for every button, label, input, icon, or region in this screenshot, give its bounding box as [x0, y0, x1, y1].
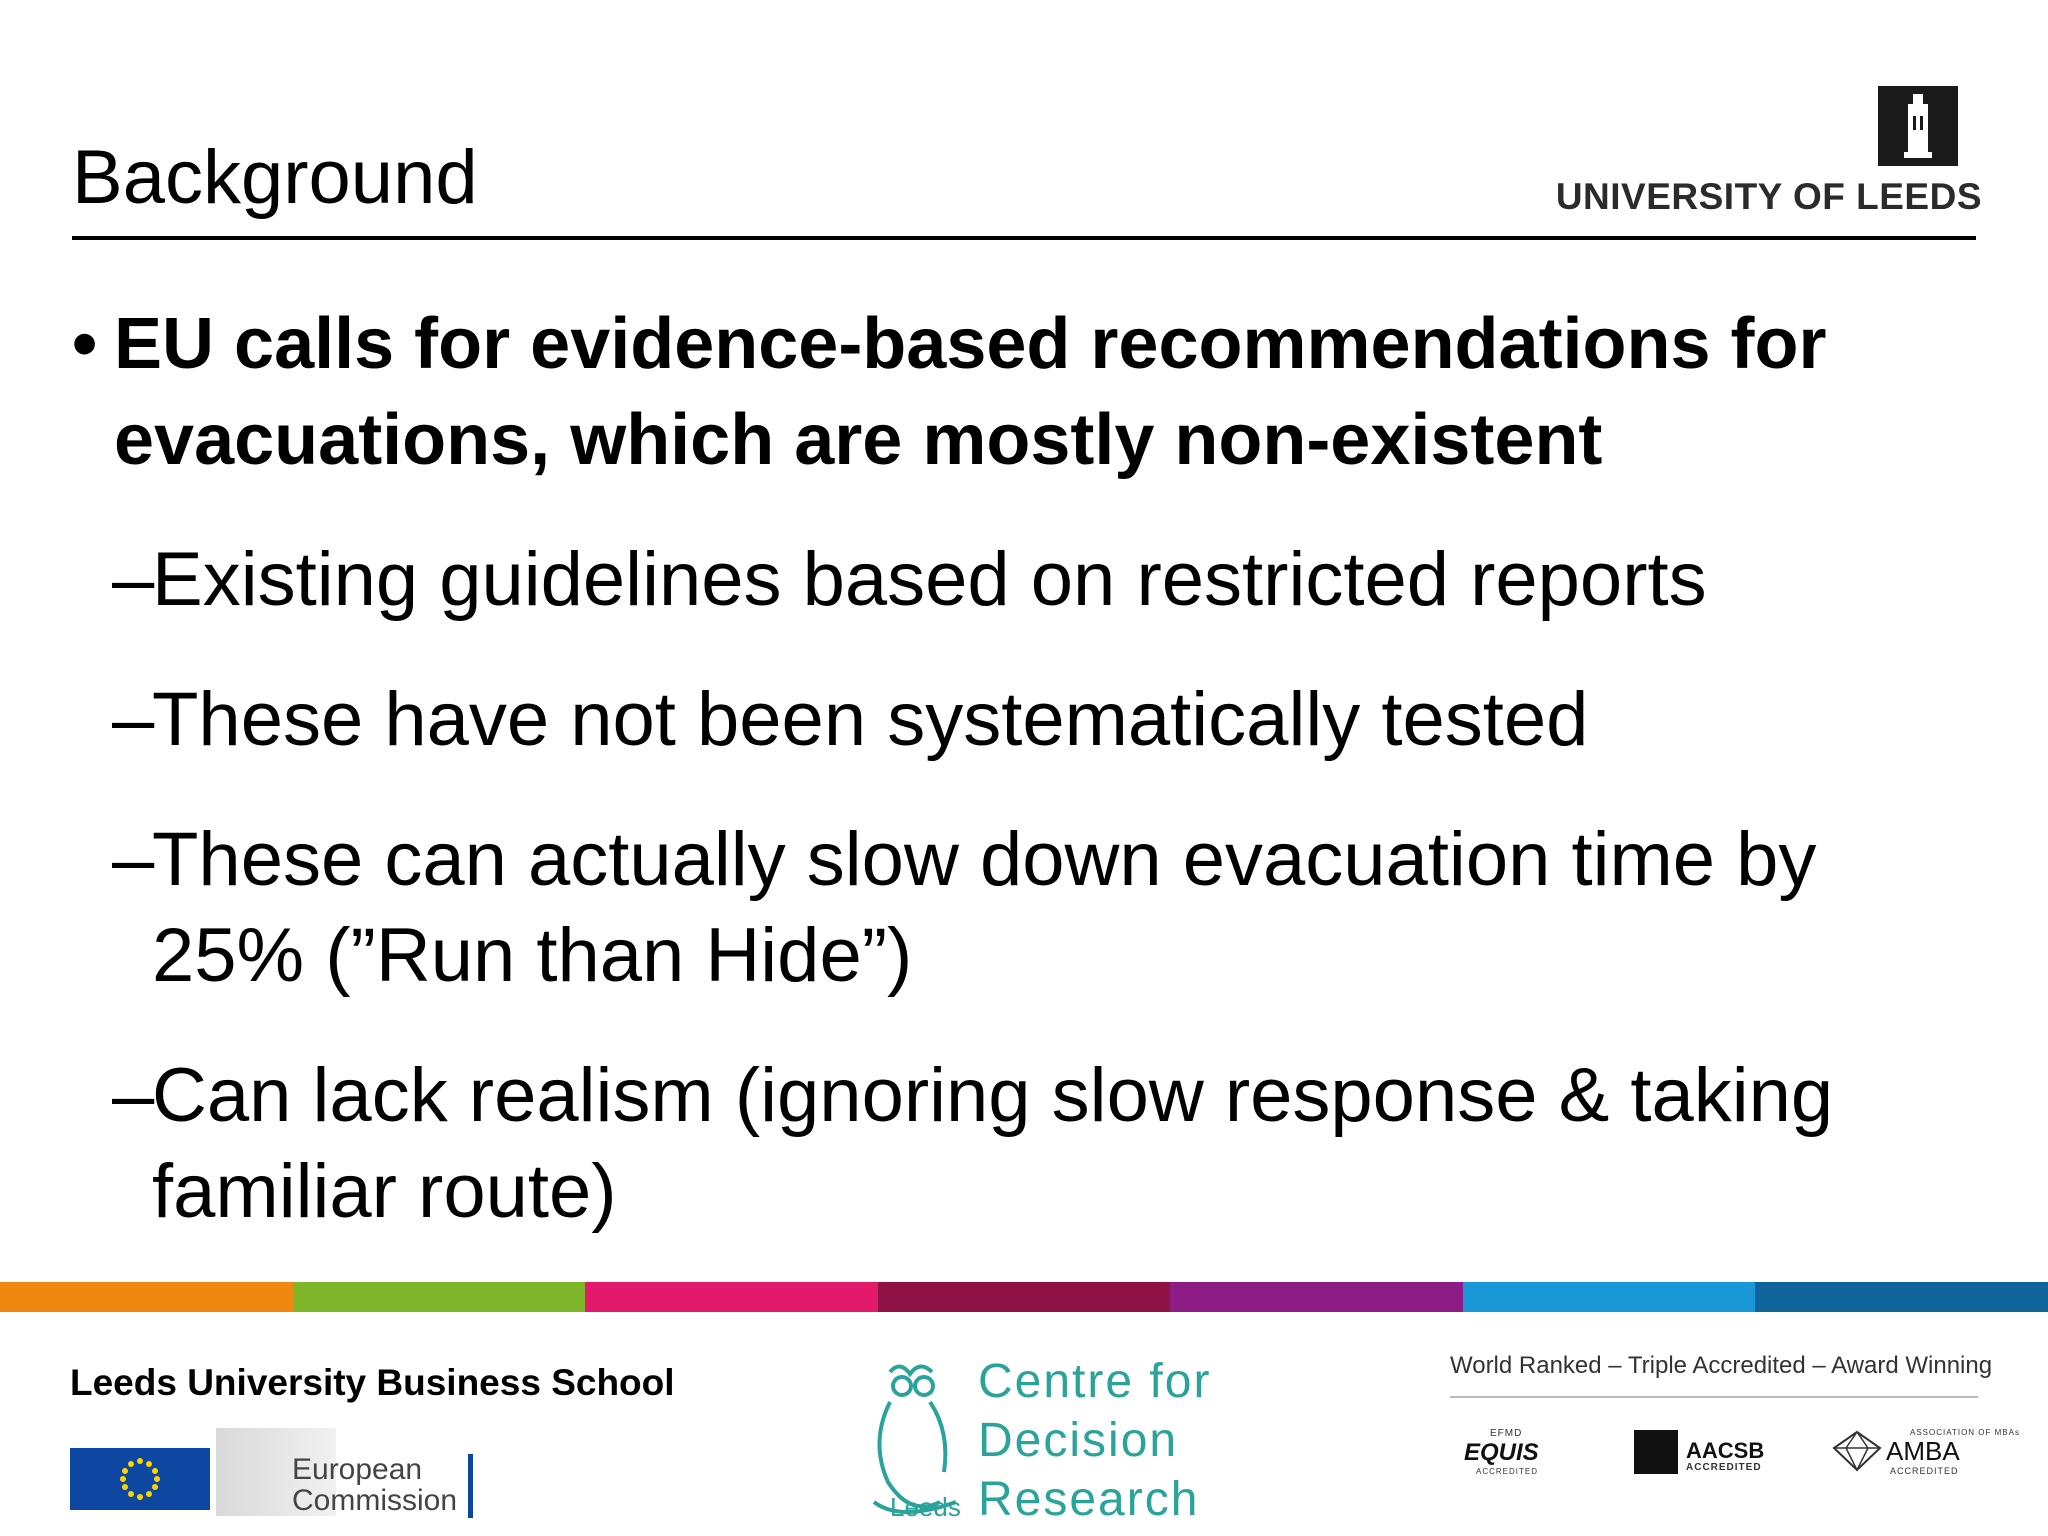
subpoint-item: [112, 532, 1982, 628]
bullet-text: EU calls for evidence-based recommendations for evacuations, which are mostly non-existent: [114, 304, 1827, 480]
ec-divider: [468, 1454, 473, 1518]
title-rule: [72, 236, 1976, 240]
ec-line1: European: [292, 1453, 423, 1486]
european-commission-logo: [70, 1420, 490, 1520]
stripe-dark-blue: [1755, 1282, 2048, 1312]
cdr-leeds: Leeds: [890, 1492, 961, 1522]
university-logo: [1548, 86, 1982, 216]
slide-body: [72, 296, 1982, 1240]
stripe-light-blue: [1463, 1282, 1756, 1312]
color-stripe-bar: [0, 1282, 2048, 1312]
footer: [0, 1312, 2048, 1536]
cdr-line3: Research: [978, 1473, 1200, 1526]
equis-top: EFMD: [1490, 1428, 1523, 1439]
equis-name: EQUIS: [1464, 1439, 1539, 1466]
cdr-line2: Decision: [978, 1414, 1179, 1467]
slide-title: Background: [72, 135, 478, 220]
cdr-line1: Centre for: [978, 1355, 1212, 1408]
ec-line2: Commission: [292, 1484, 458, 1517]
subpoint-item: [112, 672, 1982, 768]
stripe-pink: [585, 1282, 878, 1312]
stripe-maroon: [878, 1282, 1171, 1312]
aacsb-sub: ACCREDITED: [1686, 1462, 1762, 1473]
dash-marker: –: [112, 817, 155, 902]
eu-flag-icon: [70, 1448, 210, 1510]
school-name: Leeds University Business School: [70, 1362, 675, 1403]
bullet-item: [72, 296, 1982, 488]
stripe-purple: [1170, 1282, 1463, 1312]
amba-sub: ACCREDITED: [1890, 1466, 1959, 1476]
amba-diamond-icon: [1830, 1428, 1884, 1479]
dash-marker: –: [112, 1053, 155, 1138]
bullet-marker: •: [72, 304, 98, 384]
dash-marker: –: [112, 677, 155, 762]
equis-badge: [1450, 1428, 1570, 1476]
accreditation-rule: [1450, 1396, 1978, 1398]
stripe-orange: [0, 1282, 293, 1312]
stripe-green: [293, 1282, 586, 1312]
ec-text: [292, 1454, 457, 1516]
subpoint-text: These have not been systematically tested: [152, 677, 1589, 762]
aacsb-name: AACSB: [1686, 1438, 1765, 1463]
subpoint-item: [112, 812, 1982, 1004]
cdr-text: [978, 1352, 1211, 1529]
amba-name: AMBA: [1886, 1436, 1960, 1466]
accreditation-tagline: World Ranked – Triple Accredited – Award Winning: [1450, 1352, 1993, 1379]
equis-sub: ACCREDITED: [1476, 1467, 1539, 1476]
dash-marker: –: [112, 537, 155, 622]
accreditation-block: [1450, 1352, 2020, 1522]
subpoint-item: [112, 1048, 1982, 1240]
centre-for-decision-research-logo: [860, 1352, 1220, 1532]
amba-top: ASSOCIATION OF MBAs: [1910, 1428, 2020, 1437]
subpoint-text: Existing guidelines based on restricted reports: [152, 537, 1707, 622]
university-name: UNIVERSITY OF LEEDS: [1555, 176, 1982, 217]
subpoint-text: These can actually slow down evacuation time by 25% (”Run than Hide”): [152, 817, 1817, 998]
aacsb-square-icon: [1634, 1430, 1678, 1474]
tower-icon: [1878, 86, 1958, 166]
subpoint-text: Can lack realism (ignoring slow response & taking familiar route): [152, 1053, 1834, 1234]
